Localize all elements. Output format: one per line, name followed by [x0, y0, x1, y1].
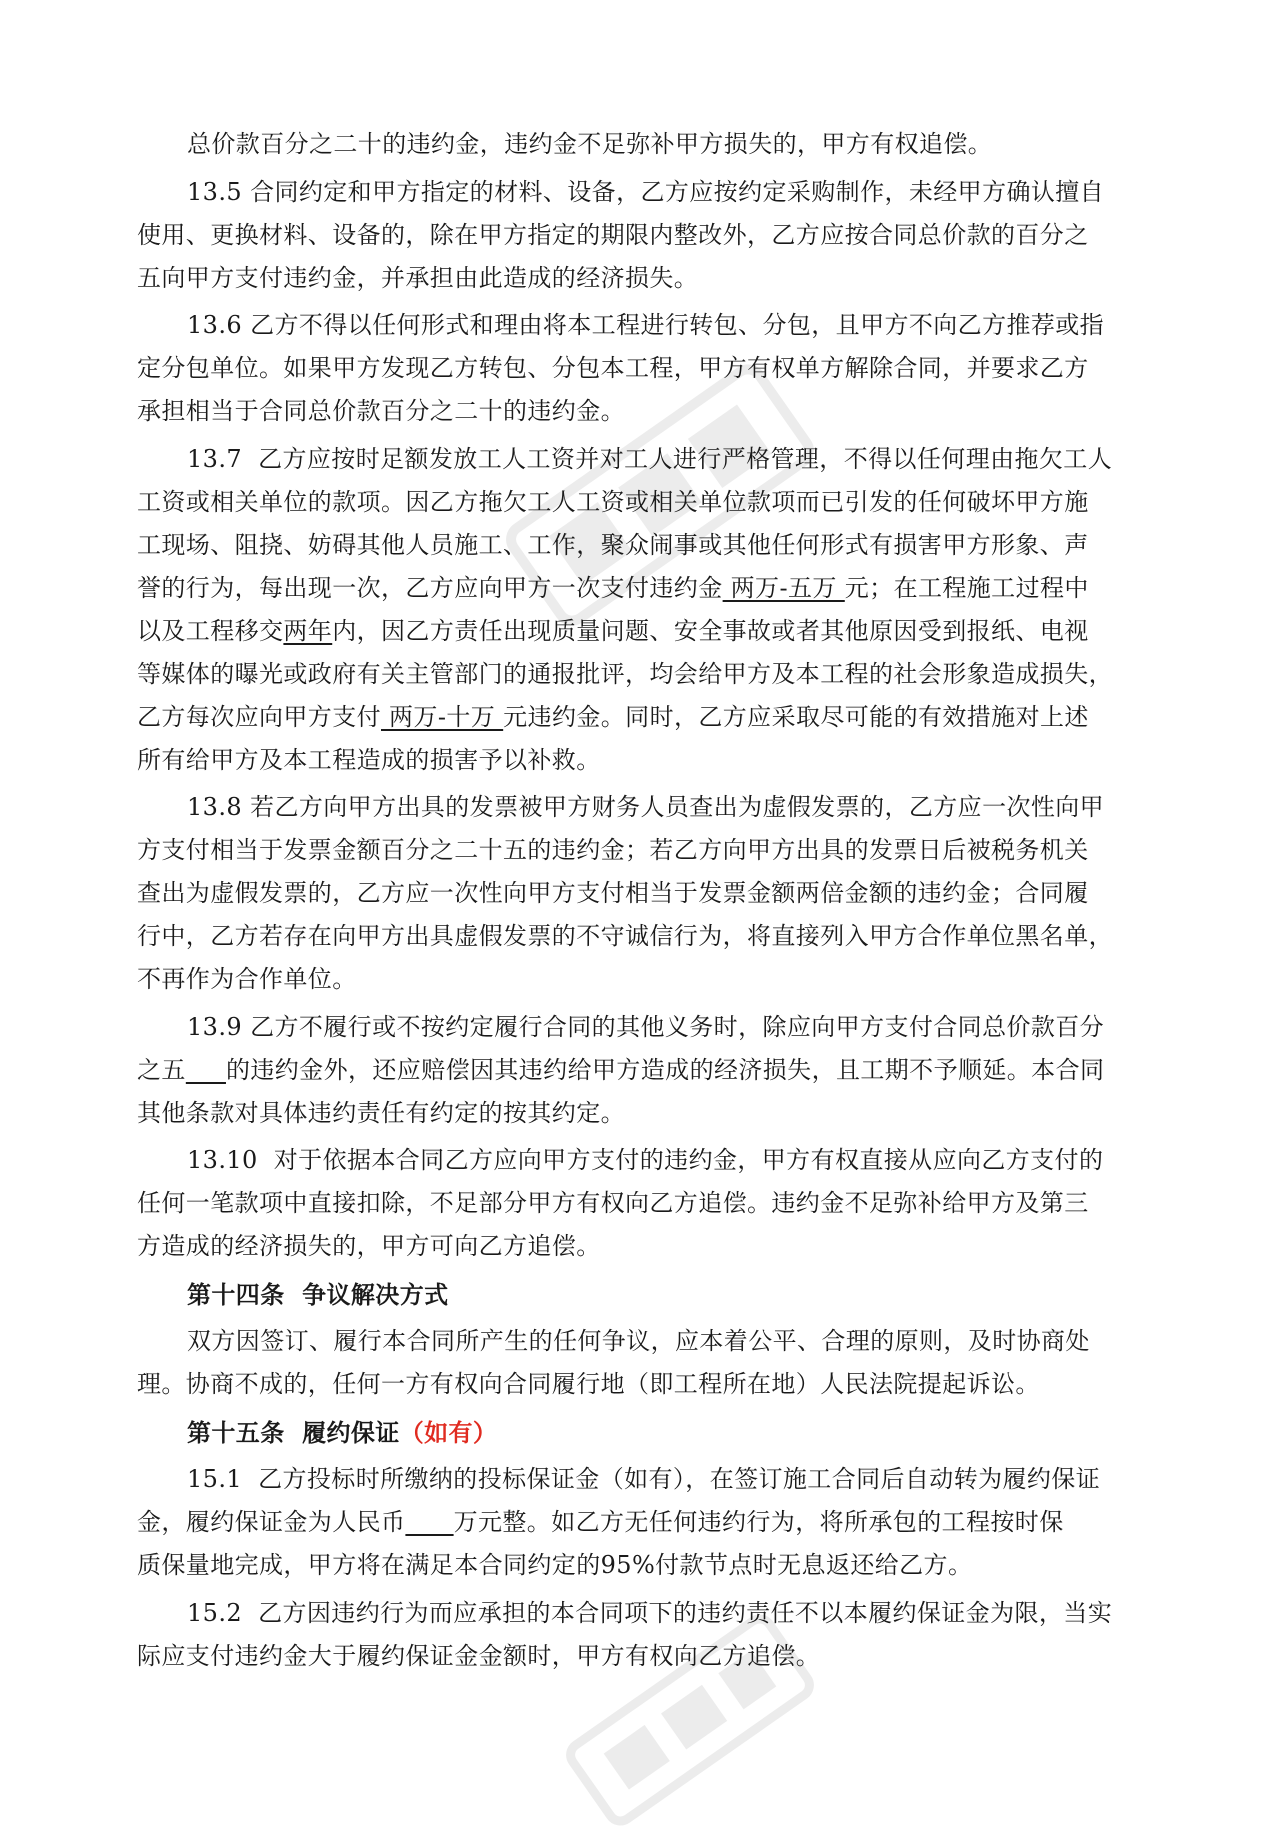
text-line	[137, 481, 1147, 524]
text-line	[137, 304, 1147, 347]
text-line	[137, 1320, 1147, 1363]
contract-page	[137, 123, 1147, 1682]
text-segment: 五向甲方支付违约金，并承担由此造成的经济损失。	[137, 263, 699, 292]
contract-paragraph	[137, 786, 1147, 1001]
text-segment: 等媒体的曝光或政府有关主管部门的通报批评，均会给甲方及本工程的社会形象造成损失，	[137, 659, 1113, 688]
text-segment: 行中，乙方若存在向甲方出具虚假发票的不守诚信行为，将直接列入甲方合作单位黑名单，	[137, 922, 1113, 950]
text-line	[137, 390, 1147, 433]
text-segment: 以及工程移交	[137, 616, 284, 645]
text-segment: 金，履约保证金为人民币	[137, 1508, 406, 1536]
contract-paragraph	[137, 1139, 1147, 1268]
text-line	[137, 347, 1147, 390]
text-line	[137, 1182, 1147, 1225]
text-segment: 所有给甲方及本工程造成的损害予以补救。	[137, 745, 601, 774]
filled-blank: 两万-十万	[381, 702, 504, 731]
contract-paragraph	[137, 123, 1147, 166]
contract-paragraph	[137, 304, 1147, 433]
text-line	[137, 1225, 1147, 1268]
filled-blank	[186, 1056, 226, 1084]
text-segment: 双方因签订、履行本合同所产生的任何争议，应本着公平、合理的原则，及时协商处	[187, 1327, 1090, 1355]
text-segment: 乙方每次应向甲方支付	[137, 702, 381, 731]
text-line	[137, 1006, 1147, 1049]
text-segment: 13.5 合同约定和甲方指定的材料、设备，乙方应按约定采购制作，未经甲方确认擅自	[187, 177, 1105, 206]
text-line	[137, 696, 1147, 739]
text-segment: 13.7 乙方应按时足额发放工人工资并对工人进行严格管理，不得以任何理由拖欠工人	[187, 444, 1113, 473]
text-line	[137, 214, 1147, 257]
text-line	[137, 915, 1147, 958]
text-segment: 15.2 乙方因违约行为而应承担的本合同项下的违约责任不以本履约保证金为限，当实	[187, 1598, 1113, 1627]
text-segment: 不再作为合作单位。	[137, 965, 357, 993]
text-segment: 承担相当于合同总价款百分之二十的违约金。	[137, 397, 625, 425]
text-segment: 其他条款对具体违约责任有约定的按其约定。	[137, 1098, 625, 1127]
text-line	[137, 1273, 1147, 1316]
contract-paragraph	[137, 1592, 1147, 1678]
text-line	[137, 786, 1147, 829]
text-segment: 使用、更换材料、设备的，除在甲方指定的期限内整改外，乙方应按合同总价款的百分之	[137, 220, 1089, 249]
text-line	[137, 1458, 1147, 1501]
text-segment: 第十四条 争议解决方式	[187, 1279, 449, 1309]
text-segment: 15.1 乙方投标时所缴纳的投标保证金（如有），在签订施工合同后自动转为履约保证	[187, 1465, 1101, 1493]
text-line	[137, 1363, 1147, 1406]
text-line	[137, 958, 1147, 1001]
text-segment: 万元整。如乙方无任何违约行为，将所承包的工程按时保	[453, 1508, 1064, 1536]
paragraph-gap	[137, 1678, 1147, 1683]
text-segment: 13.9 乙方不履行或不按约定履行合同的其他义务时，除应向甲方支付合同总价款百分	[187, 1012, 1105, 1041]
text-segment: 内，因乙方责任出现质量问题、安全事故或者其他原因受到报纸、电视	[332, 616, 1089, 645]
section-heading	[137, 1411, 1147, 1454]
text-line	[137, 1592, 1147, 1635]
text-segment: 任何一笔款项中直接扣除，不足部分甲方有权向乙方追偿。违约金不足弥补给甲方及第三	[137, 1189, 1089, 1217]
text-segment: 定分包单位。如果甲方发现乙方转包、分包本工程，甲方有权单方解除合同，并要求乙方	[137, 354, 1089, 382]
text-segment: 元违约金。同时，乙方应采取尽可能的有效措施对上述	[503, 702, 1089, 731]
filled-blank: 两万-五万	[722, 573, 845, 602]
text-segment: 13.6 乙方不得以任何形式和理由将本工程进行转包、分包，且甲方不向乙方推荐或指	[187, 311, 1105, 339]
text-line	[137, 257, 1147, 300]
contract-paragraph	[137, 438, 1147, 782]
text-line	[137, 1092, 1147, 1135]
contract-paragraph	[137, 171, 1147, 300]
text-line	[137, 171, 1147, 214]
text-line	[137, 524, 1147, 567]
text-line	[137, 1635, 1147, 1678]
section-heading	[137, 1273, 1147, 1316]
text-segment: 13.10 对于依据本合同乙方应向甲方支付的违约金，甲方有权直接从应向乙方支付的	[187, 1146, 1104, 1174]
text-line	[137, 1501, 1147, 1544]
text-segment: 第十五条 履约保证	[187, 1417, 400, 1447]
text-segment: 工资或相关单位的款项。因乙方拖欠工人工资或相关单位款项而已引发的任何破坏甲方施	[137, 487, 1089, 516]
text-line	[137, 1049, 1147, 1092]
text-segment: 理。协商不成的，任何一方有权向合同履行地（即工程所在地）人民法院提起诉讼。	[137, 1370, 1040, 1398]
filled-blank: 两年	[283, 616, 333, 645]
text-line	[137, 123, 1147, 166]
text-segment: 的违约金外，还应赔偿因其违约给甲方造成的经济损失，且工期不予顺延。本合同	[225, 1055, 1105, 1084]
text-segment: 方造成的经济损失的，甲方可向乙方追偿。	[137, 1232, 601, 1260]
text-line	[137, 1411, 1147, 1454]
text-line	[137, 829, 1147, 872]
text-segment: 元；在工程施工过程中	[844, 573, 1089, 602]
text-line	[137, 653, 1147, 696]
text-segment: 之五	[137, 1055, 186, 1084]
contract-paragraph	[137, 1320, 1147, 1406]
text-segment: 际应支付违约金大于履约保证金金额时，甲方有权向乙方追偿。	[137, 1641, 821, 1670]
text-line	[137, 610, 1147, 653]
contract-paragraph	[137, 1458, 1147, 1587]
text-segment: 誉的行为，每出现一次，乙方应向甲方一次支付违约金	[137, 573, 723, 602]
text-segment: 总价款百分之二十的违约金，违约金不足弥补甲方损失的，甲方有权追偿。	[187, 130, 993, 158]
text-line	[137, 438, 1147, 481]
text-line	[137, 1544, 1147, 1587]
text-segment: 质保量地完成，甲方将在满足本合同约定的95%付款节点时无息返还给乙方。	[137, 1551, 973, 1579]
text-line	[137, 739, 1147, 782]
text-segment: 工现场、阻挠、妨碍其他人员施工、工作，聚众闹事或其他任何形式有损害甲方形象、声	[137, 530, 1089, 559]
text-segment: 查出为虚假发票的，乙方应一次性向甲方支付相当于发票金额两倍金额的违约金；合同履	[137, 879, 1089, 907]
text-line	[137, 567, 1147, 610]
text-segment: 13.8 若乙方向甲方出具的发票被甲方财务人员查出为虚假发票的，乙方应一次性向甲	[187, 793, 1105, 821]
optional-note: （如有）	[399, 1417, 498, 1447]
text-line	[137, 872, 1147, 915]
contract-paragraph	[137, 1006, 1147, 1135]
text-segment: 方支付相当于发票金额百分之二十五的违约金；若乙方向甲方出具的发票日后被税务机关	[137, 836, 1089, 864]
filled-blank	[405, 1508, 453, 1536]
text-line	[137, 1139, 1147, 1182]
